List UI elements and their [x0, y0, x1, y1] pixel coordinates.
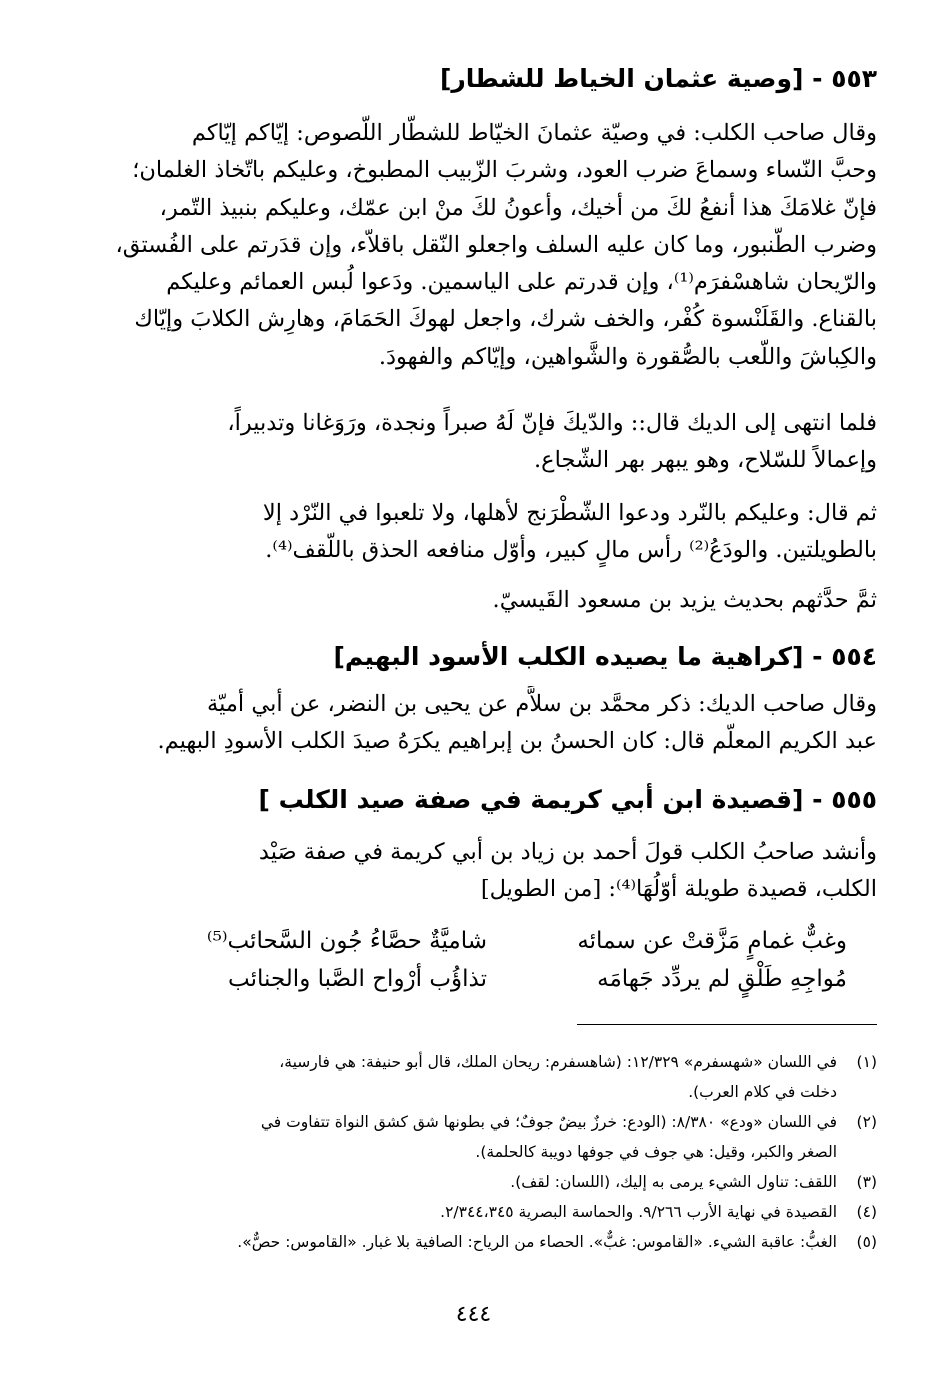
verse-1-second-hemistich: شاميَّةٌ حصَّاءُ جُون السَّحائب⁽⁵⁾	[206, 928, 487, 954]
verse-2-first-hemistich: مُواجِهِ طَلْقٍ لم يردِّد جَهامَه	[597, 966, 847, 992]
footnote-4	[72, 1197, 877, 1227]
paragraph	[72, 115, 877, 376]
footnote-3	[72, 1167, 877, 1197]
text-line: بالقناع. والقَلَنْسوة كُفْر، والخف شرك، واجعل لهوكَ الحَمَامَ، وهارِش الكلابَ وإيّاك	[134, 306, 877, 333]
text-line: وقال صاحب الكلب: في وصيّة عثمانَ الخيّاط للشطّار اللّصوص: إيّاكم إيّاكم	[191, 120, 877, 146]
footnote-2	[72, 1107, 877, 1137]
footnote-text: دخلت في كلام العرب).	[688, 1083, 837, 1101]
paragraph	[72, 405, 877, 480]
footnote-text: الصغر والكبر، وقيل: هي جوف في جوفها دويبة كالحلمة).	[475, 1143, 837, 1161]
text-line: والكِباشَ واللّعب بالصُّقورة والشَّواهين، وإيّاكم والفهودَ.	[378, 343, 877, 370]
footnote-number: (٣)	[856, 1173, 877, 1191]
footnote-text: الغبُّ: عاقبة الشيء. «القاموس: غبٌّ». الحصاء من الرياح: الصافية بلا غبار. «القاموس: حصٌّ».	[237, 1233, 837, 1251]
text-line: فإنّ غلامَكَ هذا أنفعُ لكَ من أخيك، وأعونُ لكَ منْ ابن عمّك، وعليكم بنبيذ التّمر،	[159, 194, 877, 221]
text-line: الكلب، قصيدة طويلة أوّلُهَا⁽⁴⁾: [من الطويل]	[480, 876, 877, 903]
text-line: والرّيحان شاهسْفرَم⁽¹⁾، وإن قدرتم على الياسمين. ودَعوا لُبس العمائم وعليكم	[166, 269, 877, 296]
footnote-text: في اللسان «ودع» ٨/٣٨٠: (الودع: خرزٌ بيضٌ جوفٌ؛ في بطونها شق كشق النواة تتفاوت في	[260, 1113, 837, 1131]
paragraph	[72, 495, 877, 570]
text-line: عبد الكريم المعلّم قال: كان الحسنُ بن إبراهيم يكرَهُ صيدَ الكلب الأسودِ البهيم.	[157, 728, 877, 755]
paragraph	[72, 834, 877, 909]
text-line: وقال صاحب الديك: ذكر محمَّد بن سلاَّم عن يحيى بن النضر، عن أبي أميّة	[207, 691, 877, 717]
verse-1-first-hemistich: وغبٌّ غمامٍ مَزَّقتْ عن سمائه	[577, 928, 847, 954]
footnotes	[72, 1047, 877, 1257]
text-line: ثم قال: وعليكم بالنّرد ودعوا الشّطْرَنج لأهلها، ولا تلعبوا في النّرْد إلا	[262, 500, 877, 526]
footnote-number: (٤)	[856, 1203, 877, 1221]
footnote-separator	[577, 1024, 877, 1025]
section-heading-555: ٥٥٥ - [قصيدة ابن أبي كريمة في صفة صيد الكلب ]	[258, 785, 877, 814]
footnote-number: (١)	[856, 1053, 877, 1071]
section-heading-553: ٥٥٣ - [وصية عثمان الخياط للشطار]	[439, 64, 877, 93]
page-number: ٤٤٤	[455, 1302, 492, 1327]
footnote-number: (٥)	[856, 1233, 877, 1251]
footnote-5	[72, 1227, 877, 1257]
footnote-text: القصيدة في نهاية الأرب ٩/٢٦٦. والحماسة البصرية ٢/٣٤٤،٣٤٥.	[440, 1203, 837, 1221]
text-line: بالطويلتين. والودَعُ⁽²⁾ رأس مالٍ كبير، وأوّل منافعه الحذق باللّقف⁽⁴⁾.	[265, 537, 877, 564]
section-heading-554: ٥٥٤ - [كراهية ما يصيده الكلب الأسود البهيم]	[333, 642, 877, 671]
text-line: وحبَّ النّساء وسماعَ ضرب العود، وشربَ الزّبيب المطبوخ، وعليكم باتّخاذ الغلمان؛	[132, 157, 877, 184]
footnote-text: اللقف: تناول الشيء يرمى به إليك، (اللسان: لقف).	[510, 1173, 837, 1191]
text-line: وإعمالاً للسّلاح، وهو يبهر بهر الشّجاع.	[534, 447, 877, 474]
paragraph	[72, 582, 877, 619]
paragraph	[72, 686, 877, 761]
text-line: ثمَّ حدَّثهم بحديث يزيد بن مسعود القَيسيّ.	[492, 587, 877, 613]
poem-verses	[72, 922, 877, 998]
footnote-1	[72, 1047, 877, 1077]
footnote-number: (٢)	[856, 1113, 877, 1131]
text-line: فلما انتهى إلى الديك قال:: والدّيكَ فإنّ لَهُ صبراً ونجدة، ورَوَغانا وتدبيراً،	[227, 410, 877, 436]
text-line: وضرب الطُّنبور، وما كان عليه السلف واجعلو النّقل باقلاّء، وإن قدَرتم على الفُستق،	[115, 231, 877, 258]
footnote-text: في اللسان «شهسفرم» ١٢/٣٢٩: (شاهسفرم: ريحان الملك، قال أبو حنيفة: هي فارسية،	[279, 1053, 837, 1071]
verse-2-second-hemistich: تذاؤُب أرْواح الصَّبا والجنائب	[228, 966, 487, 992]
text-line: وأنشد صاحبُ الكلب قولَ أحمد بن زياد بن أبي كريمة في صفة صَيْد	[258, 839, 877, 865]
